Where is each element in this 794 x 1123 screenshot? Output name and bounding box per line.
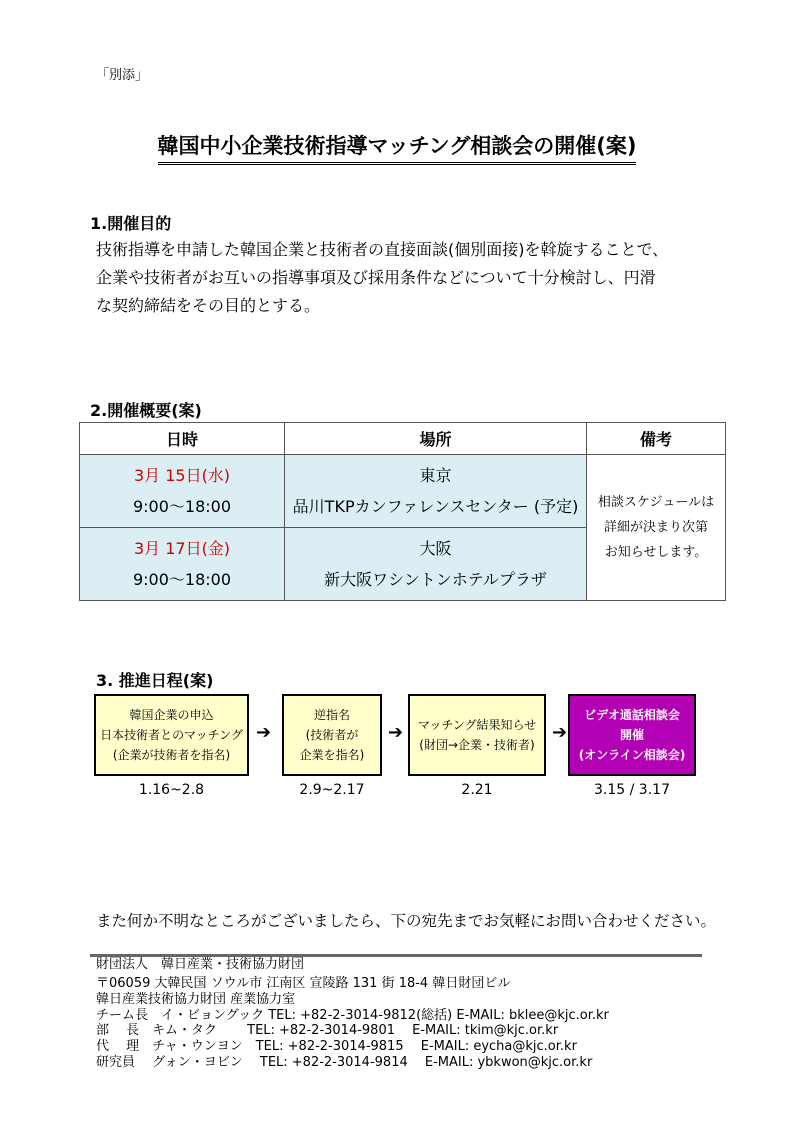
table-header-row [80, 423, 726, 455]
step-line: (技術者が [305, 728, 359, 742]
section1-body [96, 236, 668, 320]
note-line: お知らせします。 [604, 545, 708, 560]
contact-department: 韓日産業技術協力財団 産業協力室 [96, 992, 296, 1007]
venue-cell [285, 528, 587, 601]
section1-line: 企業や技術者がお互いの指導事項及び採用条件などについて十分検討し、円滑 [96, 268, 656, 287]
step-matching-result-box [408, 694, 546, 776]
header-datetime: 日時 [80, 423, 285, 455]
event-venue: 新大阪ワシントンホテルプラザ [324, 570, 547, 589]
contact-person: チーム長 イ・ビョングック TEL: +82-2-3014-9812(総括) E-MAIL: bklee@kjc.or.kr [96, 1008, 609, 1023]
step-line: (オンライン相談会) [578, 748, 686, 762]
step-line: 逆指名 [313, 708, 350, 722]
contact-person: 研究員 グォン・ヨビン TEL: +82-2-3014-9814 E-MAIL: ybkwon@kjc.or.kr [96, 1055, 593, 1070]
closing-text: また何か不明なところがございましたら、下の宛先までお気軽にお問い合わせください。 [96, 912, 717, 930]
arrow-right-icon: ➔ [552, 722, 568, 743]
contact-address: 〒06059 大韓民国 ソウル市 江南区 宣陵路 131 街 18-4 韓日財団ビル [96, 976, 511, 991]
step-line: 開催 [619, 728, 644, 742]
venue-cell [285, 455, 587, 528]
arrow-right-icon: ➔ [388, 722, 404, 743]
contact-person: 代 理 チャ・ウンヨン TEL: +82-2-3014-9815 E-MAIL: eycha@kjc.or.kr [96, 1039, 577, 1054]
datetime-cell [80, 528, 285, 601]
note-line: 詳細が決まり次第 [603, 520, 708, 535]
step-line: (財団→企業・技術者) [419, 738, 535, 752]
attachment-label: 「別添」 [96, 68, 149, 83]
step-video-consultation-box [568, 694, 696, 776]
section1-heading: 1.開催目的 [90, 214, 172, 233]
event-date: 3月 17日(金) [133, 539, 231, 558]
section2-heading: 2.開催概要(案) [90, 401, 202, 420]
schedule-table [79, 422, 726, 601]
arrow-right-icon: ➔ [256, 722, 272, 743]
contact-divider [90, 954, 702, 957]
event-city: 大阪 [419, 539, 452, 558]
header-notes: 備考 [587, 423, 726, 455]
document-title [0, 130, 794, 165]
event-venue: 品川TKPカンファレンスセンター (予定) [292, 497, 579, 516]
header-venue: 場所 [285, 423, 587, 455]
step-line: マッチング結果知らせ [417, 718, 537, 732]
table-row [80, 455, 726, 528]
contact-person: 部 長 キム・タク TEL: +82-2-3014-9801 E-MAIL: tkim@kjc.or.kr [96, 1023, 559, 1038]
step-line: 韓国企業の申込 [129, 708, 214, 722]
section3-heading: 3. 推進日程(案) [96, 671, 214, 690]
note-line: 相談スケジュールは [597, 495, 715, 510]
event-time: 9:00〜18:00 [132, 570, 232, 589]
step-date: 3.15 / 3.17 [594, 782, 670, 798]
event-time: 9:00〜18:00 [132, 497, 232, 516]
step-line: (企業が技術者を指名) [112, 748, 231, 762]
section1-line: な契約締結をその目的とする。 [96, 296, 321, 315]
section1-line: 技術指導を申請した韓国企業と技術者の直接面談(個別面接)を斡旋することで、 [96, 240, 669, 259]
step-line: ビデオ通話相談会 [584, 708, 680, 722]
notes-cell [587, 455, 726, 601]
contact-org: 財団法人 韓日産業・技術協力財団 [96, 957, 305, 972]
step-line: 日本技術者とのマッチング [100, 728, 243, 742]
document-title-text: 韓国中小企業技術指導マッチング相談会の開催(案) [158, 130, 637, 165]
step-date: 2.21 [461, 782, 493, 798]
event-date: 3月 15日(水) [133, 466, 231, 485]
step-date: 2.9~2.17 [299, 782, 365, 798]
event-city: 東京 [419, 466, 452, 485]
step-reverse-nomination-box [282, 694, 382, 776]
step-date: 1.16~2.8 [138, 782, 205, 798]
datetime-cell [80, 455, 285, 528]
step-application-box [94, 694, 249, 776]
step-line: 企業を指名) [299, 748, 365, 762]
